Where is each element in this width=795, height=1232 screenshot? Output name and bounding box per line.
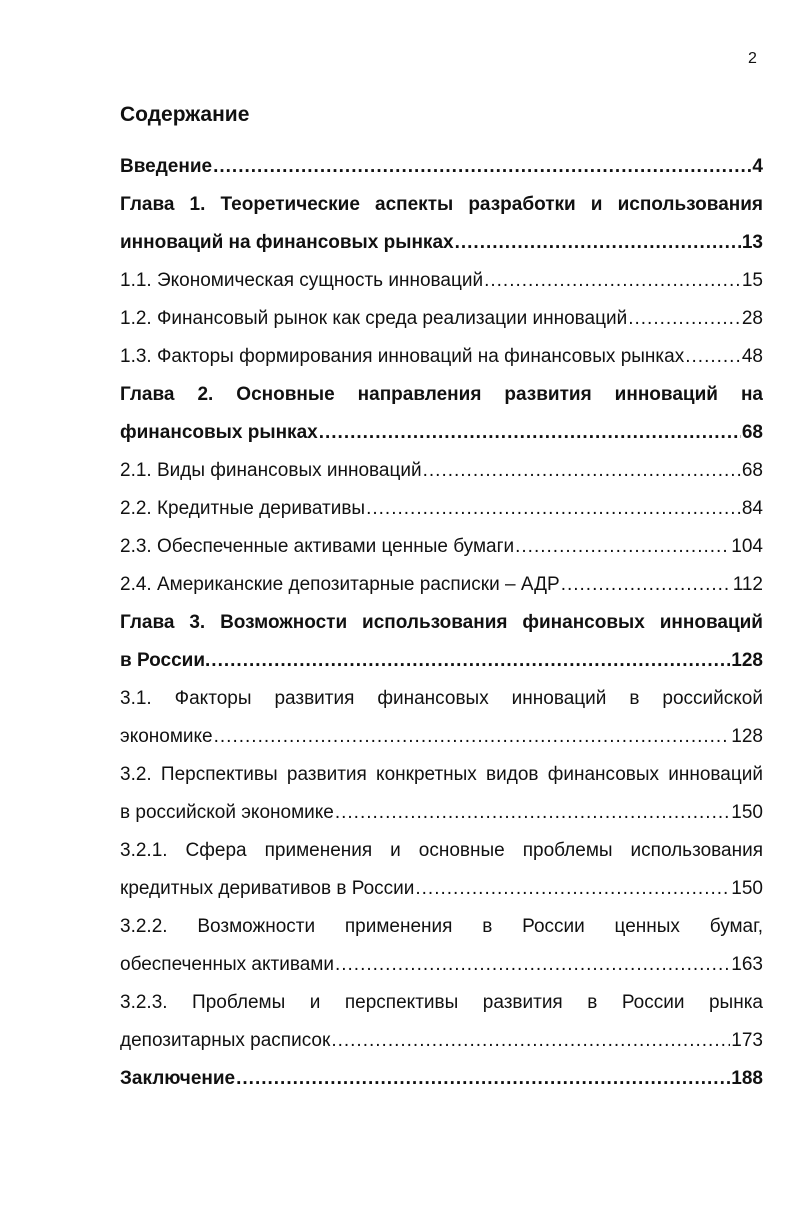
table-of-contents (120, 148, 763, 1098)
toc-leader-dots (319, 414, 741, 452)
toc-entry-3-2-1[interactable] (120, 832, 763, 870)
toc-leader-dots (423, 452, 741, 490)
toc-entry-3-2-cont[interactable] (120, 794, 763, 832)
toc-entry-3-2-2[interactable] (120, 908, 763, 946)
toc-entry-title: 2.3. Обеспеченные активами ценные бумаги (120, 536, 515, 557)
toc-entry-title: Глава 2. Основные направления развития инноваций на (120, 384, 763, 405)
toc-entry-3-2-1-cont[interactable] (120, 870, 763, 908)
toc-page-number: 48 (741, 346, 763, 367)
toc-entry-chapter-1-cont[interactable] (120, 224, 763, 262)
toc-leader-dots (484, 262, 741, 300)
toc-entry-chapter-3[interactable] (120, 604, 763, 642)
toc-entry-title: 3.2.3. Проблемы и перспективы развития в России рынка (120, 992, 763, 1013)
toc-entry-title: Введение (120, 156, 213, 177)
toc-page-number: 112 (732, 574, 763, 595)
toc-leader-dots (455, 224, 741, 262)
toc-entry-title: 1.2. Финансовый рынок как среда реализации инноваций (120, 308, 628, 329)
toc-leader-dots (685, 338, 741, 376)
toc-entry-2-4[interactable] (120, 566, 763, 604)
toc-entry-title: 2.4. Американские депозитарные расписки – АДР (120, 574, 560, 595)
toc-leader-dots (515, 528, 730, 566)
toc-entry-1-3[interactable] (120, 338, 763, 376)
toc-entry-title: 2.1. Виды финансовых инноваций (120, 460, 422, 481)
toc-entry-title-cont: обеспеченных активами (120, 954, 334, 975)
toc-entry-title: 3.2.2. Возможности применения в России ценных бумаг, (120, 916, 763, 937)
toc-entry-title-cont: в России. (120, 650, 211, 671)
toc-leader-dots (213, 148, 751, 186)
toc-entry-title: Заключение (120, 1068, 236, 1089)
toc-page-number: 4 (752, 156, 763, 177)
toc-entry-title: 3.1. Факторы развития финансовых инноваций в российской (120, 688, 763, 709)
toc-entry-title-cont: кредитных деривативов в России (120, 878, 415, 899)
toc-leader-dots (415, 870, 730, 908)
toc-entry-title: Глава 1. Теоретические аспекты разработки и использования (120, 194, 763, 215)
toc-leader-dots (211, 642, 730, 680)
toc-page-number: 68 (741, 422, 763, 443)
toc-entry-title-cont: финансовых рынках (120, 422, 318, 443)
page-number: 2 (748, 50, 757, 67)
toc-entry-title: 2.2. Кредитные деривативы (120, 498, 366, 519)
toc-entry-title: 1.1. Экономическая сущность инноваций (120, 270, 484, 291)
toc-leader-dots (366, 490, 741, 528)
toc-entry-3-2-3[interactable] (120, 984, 763, 1022)
toc-leader-dots (236, 1060, 730, 1098)
toc-entry-chapter-3-cont[interactable] (120, 642, 763, 680)
toc-entry-chapter-2[interactable] (120, 376, 763, 414)
toc-page-number: 150 (731, 802, 763, 823)
toc-leader-dots (331, 1022, 730, 1060)
toc-entry-3-1[interactable] (120, 680, 763, 718)
toc-page-number: 13 (741, 232, 763, 253)
toc-leader-dots (561, 566, 732, 604)
toc-page-number: 28 (741, 308, 763, 329)
toc-page-number: 68 (741, 460, 763, 481)
toc-entry-2-1[interactable] (120, 452, 763, 490)
toc-page-number: 84 (741, 498, 763, 519)
page-title: Содержание (120, 103, 250, 126)
toc-entry-1-2[interactable] (120, 300, 763, 338)
toc-page-number: 188 (731, 1068, 763, 1089)
toc-entry-title: 3.2.1. Сфера применения и основные проблемы использования (120, 840, 763, 861)
toc-page-number: 128 (731, 726, 763, 747)
toc-entry-1-1[interactable] (120, 262, 763, 300)
toc-entry-introduction[interactable] (120, 148, 763, 186)
toc-page-number: 104 (731, 536, 763, 557)
toc-entry-title-cont: экономике (120, 726, 213, 747)
toc-entry-title: 1.3. Факторы формирования инноваций на финансовых рынках (120, 346, 685, 367)
toc-page-number: 173 (731, 1030, 763, 1051)
toc-entry-title-cont: депозитарных расписок (120, 1030, 331, 1051)
toc-leader-dots (628, 300, 741, 338)
toc-page-number: 128 (731, 650, 763, 671)
toc-entry-title-cont: в российской экономике (120, 802, 334, 823)
toc-leader-dots (335, 946, 730, 984)
toc-entry-title-cont: инноваций на финансовых рынках (120, 232, 454, 253)
toc-entry-conclusion[interactable] (120, 1060, 763, 1098)
toc-page-number: 15 (741, 270, 763, 291)
toc-entry-2-3[interactable] (120, 528, 763, 566)
toc-entry-title: 3.2. Перспективы развития конкретных видов финансовых инноваций (120, 764, 763, 785)
toc-leader-dots (335, 794, 730, 832)
toc-entry-3-2[interactable] (120, 756, 763, 794)
toc-entry-chapter-2-cont[interactable] (120, 414, 763, 452)
toc-entry-chapter-1[interactable] (120, 186, 763, 224)
toc-leader-dots (214, 718, 731, 756)
toc-entry-3-1-cont[interactable] (120, 718, 763, 756)
toc-page-number: 150 (731, 878, 763, 899)
toc-page-number: 163 (731, 954, 763, 975)
toc-entry-3-2-3-cont[interactable] (120, 1022, 763, 1060)
toc-entry-3-2-2-cont[interactable] (120, 946, 763, 984)
toc-entry-title: Глава 3. Возможности использования финансовых инноваций (120, 612, 763, 633)
toc-entry-2-2[interactable] (120, 490, 763, 528)
